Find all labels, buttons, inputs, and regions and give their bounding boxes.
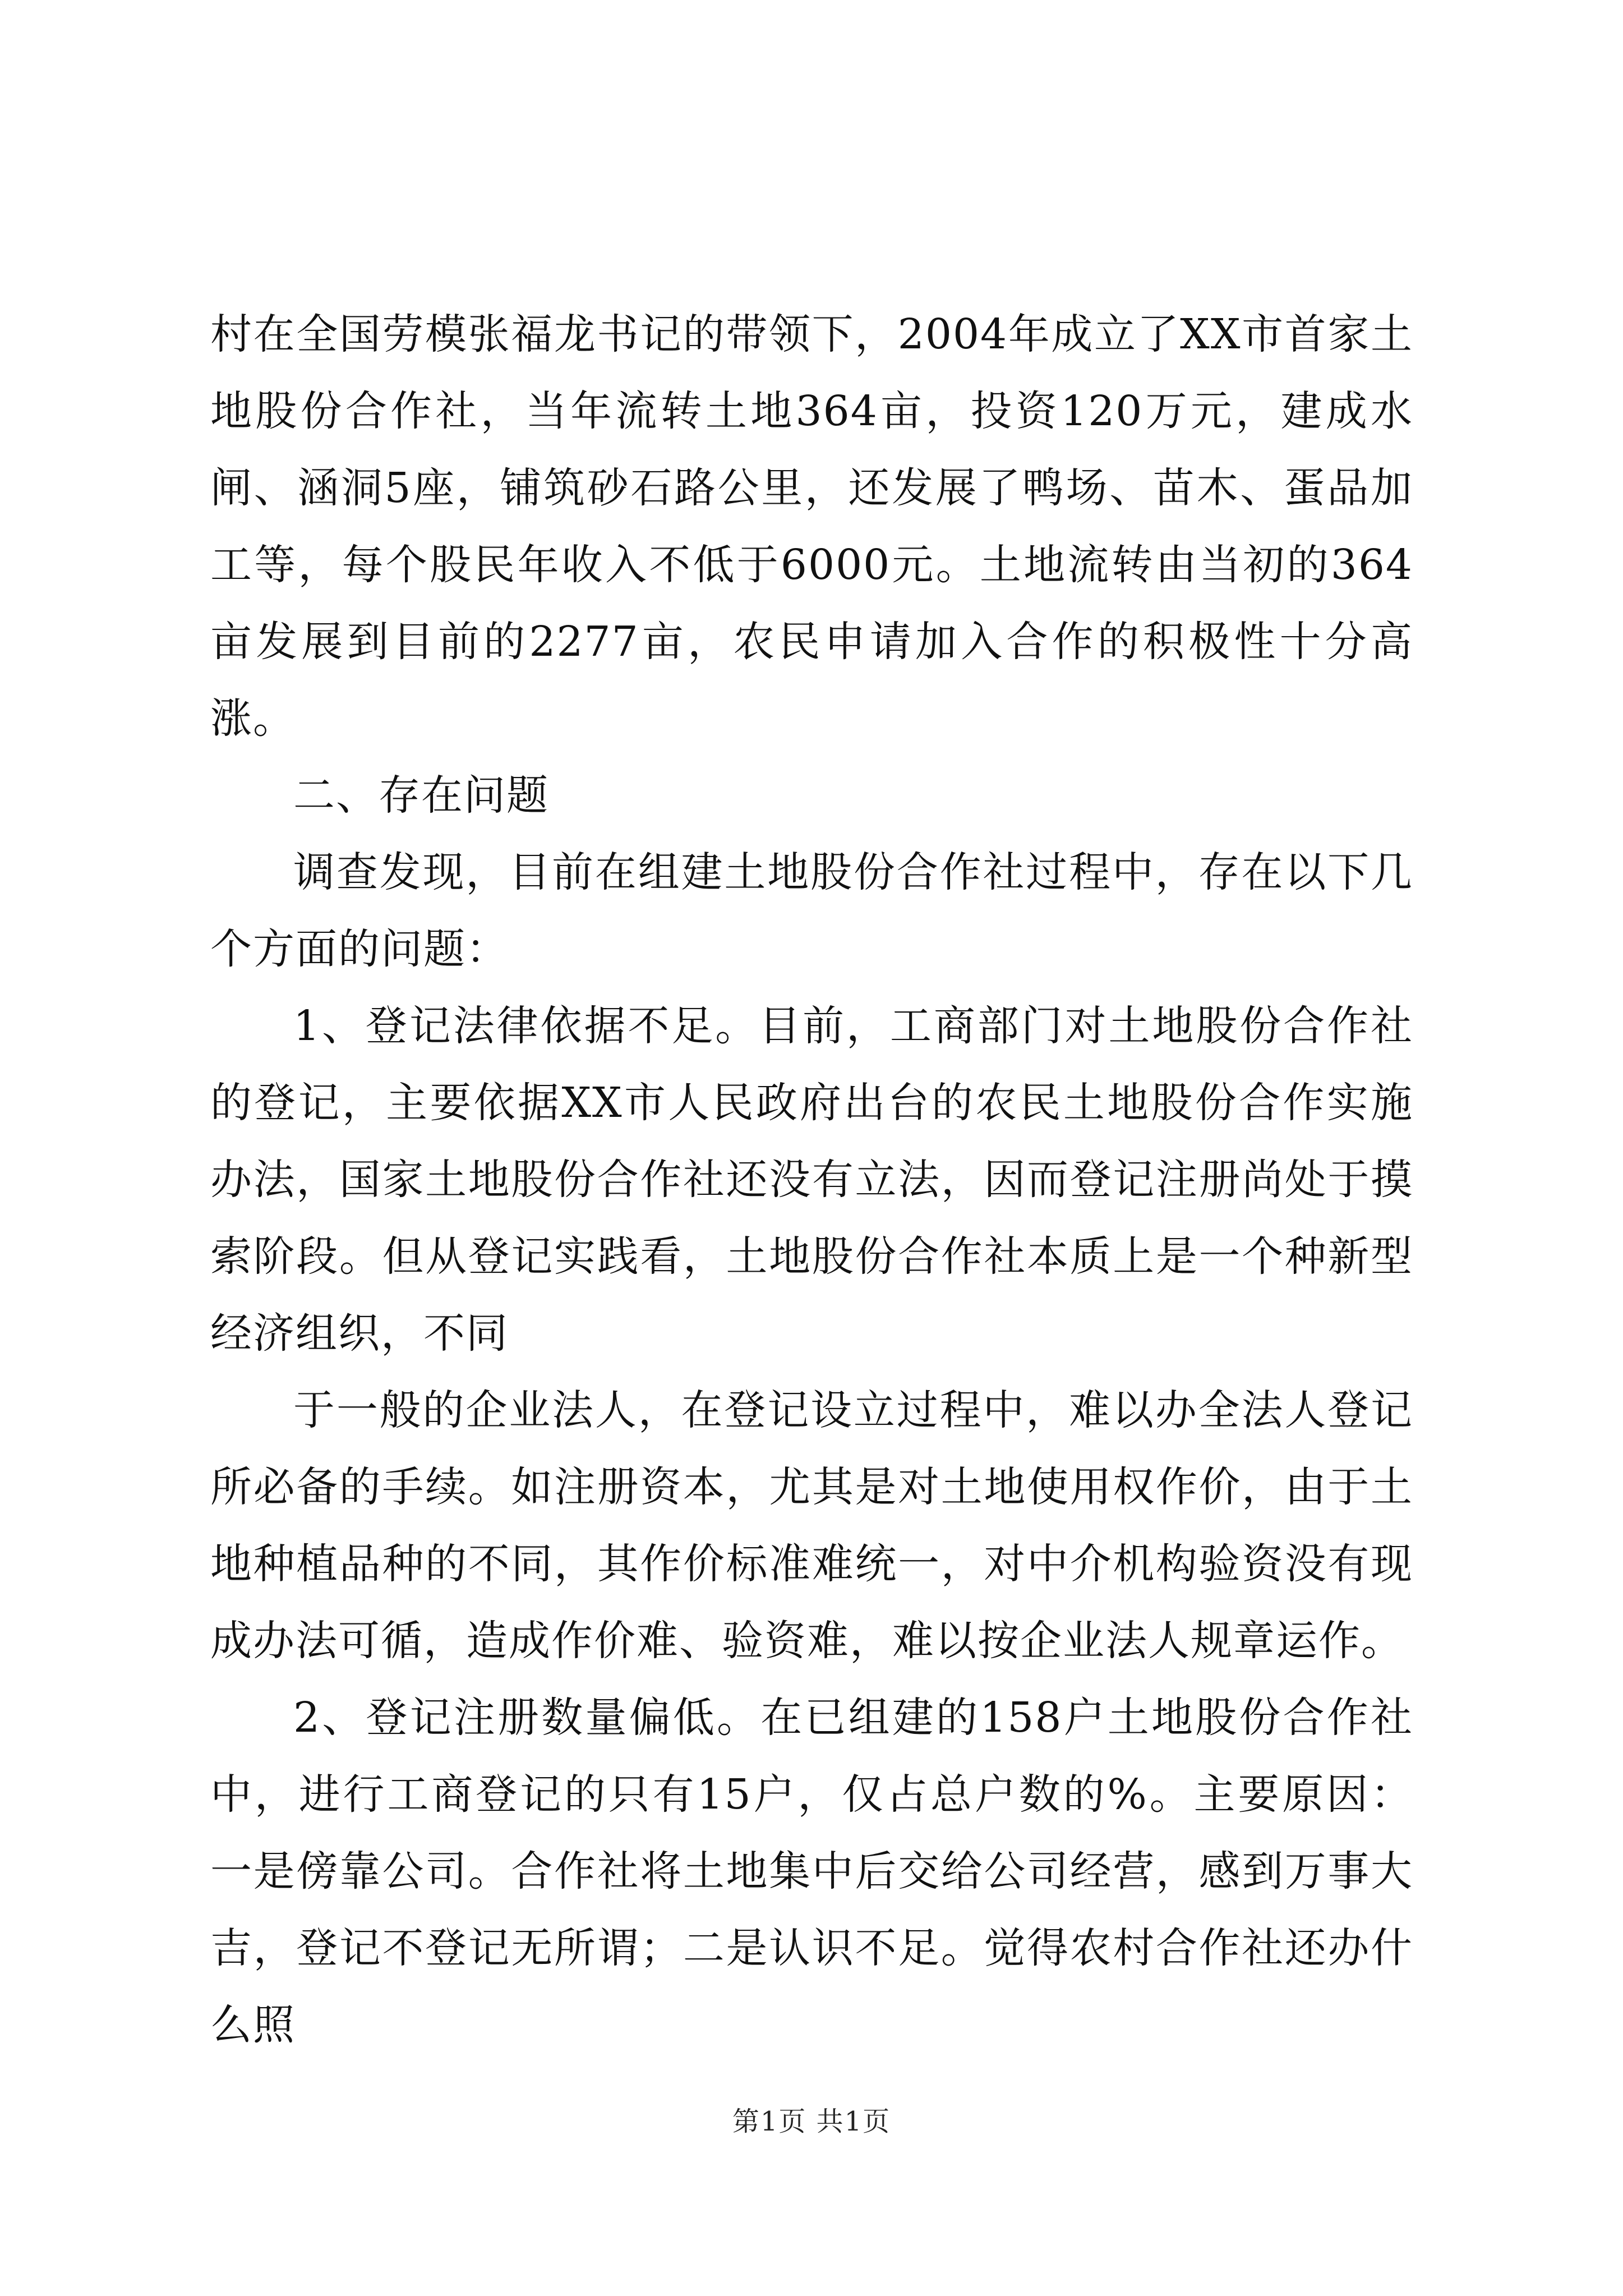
page-number-footer: 第1页 共1页 [732, 2106, 891, 2137]
section-heading: 二、存在问题 [293, 771, 549, 820]
paragraph-continuation: 村在全国劳模张福龙书记的带领下，2004年成立了XX市首家土地股份合作社，当年流转土地364亩，投资120万元，建成水闸、涵洞5座，铺筑砂石路公里，还发展了鸭场、苗木、蛋品加工等，每个股民年收入不低于6000元。土地流转由当初的364亩发展到目前的2277亩，农民申请加入合作的积极性十分高涨。 [210, 310, 1413, 743]
paragraph-issue-1: 1、登记法律依据不足。目前，工商部门对土地股份合作社的登记，主要依据XX市人民政府出台的农民土地股份合作实施办法，国家土地股份合作社还没有立法，因而登记注册尚处于摸索阶段。但从登记实践看，土地股份合作社本质上是一个种新型经济组织，不同 [210, 1002, 1413, 1358]
paragraph-issue-2: 2、登记注册数量偏低。在已组建的158户土地股份合作社中，进行工商登记的只有15户，仅占总户数的%。主要原因：一是傍靠公司。合作社将土地集中后交给公司经营，感到万事大吉，登记不登记无所谓；二是认识不足。觉得农村合作社还办什么照 [210, 1694, 1413, 2049]
paragraph-issue-1-continued: 于一般的企业法人，在登记设立过程中，难以办全法人登记所必备的手续。如注册资本，尤其是对土地使用权作价，由于土地种植品种的不同，其作价标准难统一，对中介机构验资没有现成办法可循，造成作价难、验资难，难以按企业法人规章运作。 [210, 1386, 1413, 1665]
paragraph-intro: 调查发现，目前在组建土地股份合作社过程中，存在以下几个方面的问题： [210, 848, 1413, 973]
document-body [210, 296, 1413, 2064]
